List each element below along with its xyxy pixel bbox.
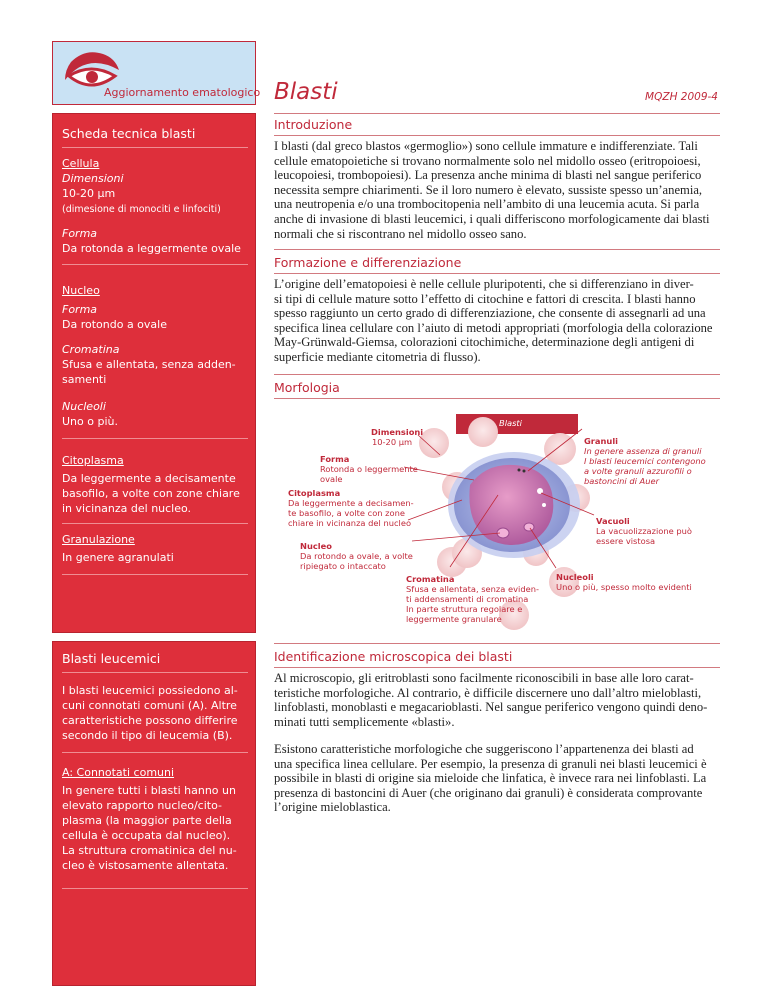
- heading-introduzione: Introduzione: [274, 117, 353, 132]
- section-rule: [274, 135, 720, 136]
- value-dimensioni: 10-20 µm: [62, 187, 116, 200]
- section-rule: [274, 374, 720, 375]
- text-line: teristiche morfologiche. Al contrario, è difficile discernere uno dall’altro mieloblasti,: [274, 685, 702, 700]
- text-line: normali che si riscontrano nel midollo osseo sano.: [274, 226, 527, 241]
- text-line: cellula è occupata dal nucleo).: [62, 829, 231, 842]
- value-nucleoli: Uno o più.: [62, 415, 118, 428]
- heading-morfologia: Morfologia: [274, 380, 340, 395]
- label-forma-line: Rotonda o leggermente: [320, 464, 418, 474]
- label-granuli: Granuli: [584, 436, 619, 446]
- label-dimensioni: Dimensioni: [62, 172, 124, 185]
- label-dimensioni: Dimensioni: [371, 427, 424, 437]
- value-citoplasma-1: Da leggermente a decisamente: [62, 472, 236, 485]
- text-line: spesso raggiunto un certo grado di differenziazione, che consente di assegnarli ad una: [274, 306, 706, 321]
- value-cromatina-1: Sfusa e allentata, senza adden-: [62, 358, 236, 371]
- blast-cell-figure: [274, 405, 720, 645]
- divider: [62, 752, 248, 753]
- text-line: possibile in blasti di origine sia mieloide che linfatica, è invece rara nei linfoblasti. La: [274, 771, 707, 786]
- paragraph-introduzione: [274, 139, 720, 241]
- blast-cell: [448, 452, 580, 558]
- label-nucleo: Nucleo: [300, 541, 332, 551]
- divider: [62, 672, 248, 673]
- label-cellula: Cellula: [62, 157, 100, 170]
- label-citoplasma-line: te basofilo, a volte con zone: [288, 508, 405, 518]
- note-dimensioni: (dimesione di monociti e linfociti): [62, 204, 221, 215]
- text-line: l’origine mieloblastica.: [274, 800, 391, 815]
- text-line: una neutropenia e/o una trombocitopenia nell’ambito di una leucemia acuta. Si parla: [274, 197, 700, 212]
- label-granuli-line: a volte granuli azzurofili o: [584, 466, 692, 476]
- section-rule: [274, 398, 720, 399]
- text-line: leucopoiesi, trombopoiesi). La presenza anche minima di blasti nel sangue periferico: [274, 168, 702, 183]
- label-citoplasma-line: chiare in vicinanza del nucleo: [288, 518, 412, 528]
- label-cromatina-line: In parte struttura regolare e: [406, 604, 523, 614]
- value-citoplasma-2: basofilo, a volte con zone chiare: [62, 487, 240, 500]
- label-nucleoli: Nucleoli: [62, 400, 106, 413]
- label-citoplasma: Citoplasma: [62, 454, 124, 467]
- value-cromatina-2: samenti: [62, 373, 107, 386]
- text-line: cellule ematopoietiche si trovano normalmente solo nel midollo osseo (eritropoioesi,: [274, 153, 701, 168]
- label-nucleo-line: Da rotondo a ovale, a volte: [300, 551, 413, 561]
- label-nucleo-forma: Forma: [62, 303, 98, 316]
- intro-line: secondo il tipo di leucemia (B).: [62, 729, 233, 742]
- page-title: Blasti: [274, 79, 338, 105]
- section-rule: [274, 113, 720, 114]
- document-code: MQZH 2009-4: [645, 91, 718, 103]
- divider: [62, 574, 248, 575]
- label-nucleo-line: ripiegato o intaccato: [300, 561, 386, 571]
- divider: [62, 888, 248, 889]
- label-forma: Forma: [62, 227, 98, 240]
- label-vacuoli-line: La vacuolizzazione può: [596, 526, 692, 536]
- intro-line: I blasti leucemici possiedono al-: [62, 684, 238, 697]
- label-cromatina: Cromatina: [406, 574, 455, 584]
- sidebar-panel-leucemici: [52, 641, 256, 986]
- intro-line: cuni connotati comuni (A). Altre: [62, 699, 237, 712]
- value-citoplasma-3: in vicinanza del nucleo.: [62, 502, 192, 515]
- paragraph-identificazione-1: [274, 671, 720, 729]
- label-vacuoli: Vacuoli: [596, 516, 630, 526]
- text-line: cleo è vistosamente allentata.: [62, 859, 229, 872]
- label-granuli-line: I blasti leucemici contengono: [584, 456, 706, 466]
- label-cromatina-line: leggermente granulare: [406, 614, 502, 624]
- text-line: In genere tutti i blasti hanno un: [62, 784, 236, 797]
- sidebar-panel-scheda: [52, 113, 256, 633]
- label-citoplasma: Citoplasma: [288, 488, 341, 498]
- paragraph-formazione: [274, 277, 720, 365]
- figure-tab-label: Blasti: [499, 418, 522, 428]
- label-dimensioni-value: 10-20 µm: [372, 437, 413, 447]
- text-line: elevato rapporto nucleo/cito-: [62, 799, 222, 812]
- value-nucleo-forma: Da rotondo a ovale: [62, 318, 167, 331]
- label-nucleoli-line: Uno o più, spesso molto evidenti: [556, 582, 692, 592]
- text-line: presenza di bastoncini di Auer (che originano dai granuli) è considerata comprovante: [274, 785, 703, 800]
- section-rule: [274, 667, 720, 668]
- label-vacuoli-line: essere vistosa: [596, 536, 656, 546]
- section-rule: [274, 643, 720, 644]
- section-rule: [274, 273, 720, 274]
- label-forma-line: ovale: [320, 474, 343, 484]
- label-cromatina: Cromatina: [62, 343, 120, 356]
- label-cromatina-line: Sfusa e allentata, senza eviden-: [406, 584, 539, 594]
- text-line: una specifica linea cellulare. Per esempio, la presenza di granuli nei blasti leucemici è: [274, 756, 707, 771]
- label-forma: Forma: [320, 454, 350, 464]
- logo-caption: Aggiornamento ematologico: [104, 86, 261, 99]
- text-line: plasma (la maggior parte della: [62, 814, 232, 827]
- panel-title: Scheda tecnica blasti: [62, 126, 196, 141]
- text-line: Esistono caratteristiche morfologiche che suggeriscono l’appartenenza dei blasti ad: [274, 742, 694, 756]
- label-nucleoli: Nucleoli: [556, 572, 594, 582]
- text-line: La struttura cromatinica del nu-: [62, 844, 237, 857]
- label-citoplasma-line: Da leggermente a decisamen-: [288, 498, 414, 508]
- subheading-connotati: A: Connotati comuni: [62, 766, 175, 779]
- text-line: specifica linea cellulare con l’aiuto di metodi appropriati (morfologia della colorazione: [274, 320, 713, 335]
- paragraph-identificazione-2: [274, 742, 720, 815]
- label-nucleo: Nucleo: [62, 284, 100, 297]
- text-line: May-Grünwald-Giemsa, colorazioni citochimiche, determinazione degli antigeni di: [274, 335, 695, 350]
- text-line: L’origine dell’ematopoiesi è nelle cellule pluripotenti, che si differenziano in diver-: [274, 277, 694, 291]
- divider: [62, 147, 248, 148]
- label-granulazione: Granulazione: [62, 533, 135, 546]
- heading-identificazione: Identificazione microscopica dei blasti: [274, 649, 513, 664]
- text-line: superficie mediante citometria di flusso).: [274, 349, 481, 364]
- divider: [62, 438, 248, 439]
- label-granuli-line: In genere assenza di granuli: [584, 446, 702, 456]
- text-line: si tipi di cellule mature sotto l’effetto di citochine e fattori di crescita. I blasti hanno: [274, 291, 696, 306]
- value-granulazione: In genere agranulati: [62, 551, 174, 564]
- section-rule: [274, 249, 720, 250]
- text-line: I blasti (dal greco blastos «germoglio») sono cellule immature e indifferenziate. Tali: [274, 139, 698, 153]
- intro-line: caratteristiche possono differire: [62, 714, 238, 727]
- text-line: minati tutti semplicemente «blasti».: [274, 714, 455, 729]
- label-cromatina-line: ti addensamenti di cromatina: [406, 594, 529, 604]
- text-line: linfoblasti, monoblasti e megacarioblasti. Nel sangue periferico vengono quindi deno-: [274, 700, 708, 715]
- label-granuli-line: bastoncini di Auer: [584, 476, 659, 486]
- text-line: necessita sempre chiarimenti. Se il loro numero è elevato, sussiste spesso un’anemia,: [274, 182, 703, 197]
- value-forma: Da rotonda a leggermente ovale: [62, 242, 241, 255]
- text-line: Al microscopio, gli eritroblasti sono facilmente riconoscibili in base alle loro carat-: [274, 671, 694, 685]
- divider: [62, 523, 248, 524]
- heading-formazione: Formazione e differenziazione: [274, 255, 462, 270]
- text-line: anche di invasione di blasti leucemici, i quali differiscono morfologicamente dai blasti: [274, 211, 710, 226]
- panel-title: Blasti leucemici: [62, 651, 161, 666]
- divider: [62, 264, 248, 265]
